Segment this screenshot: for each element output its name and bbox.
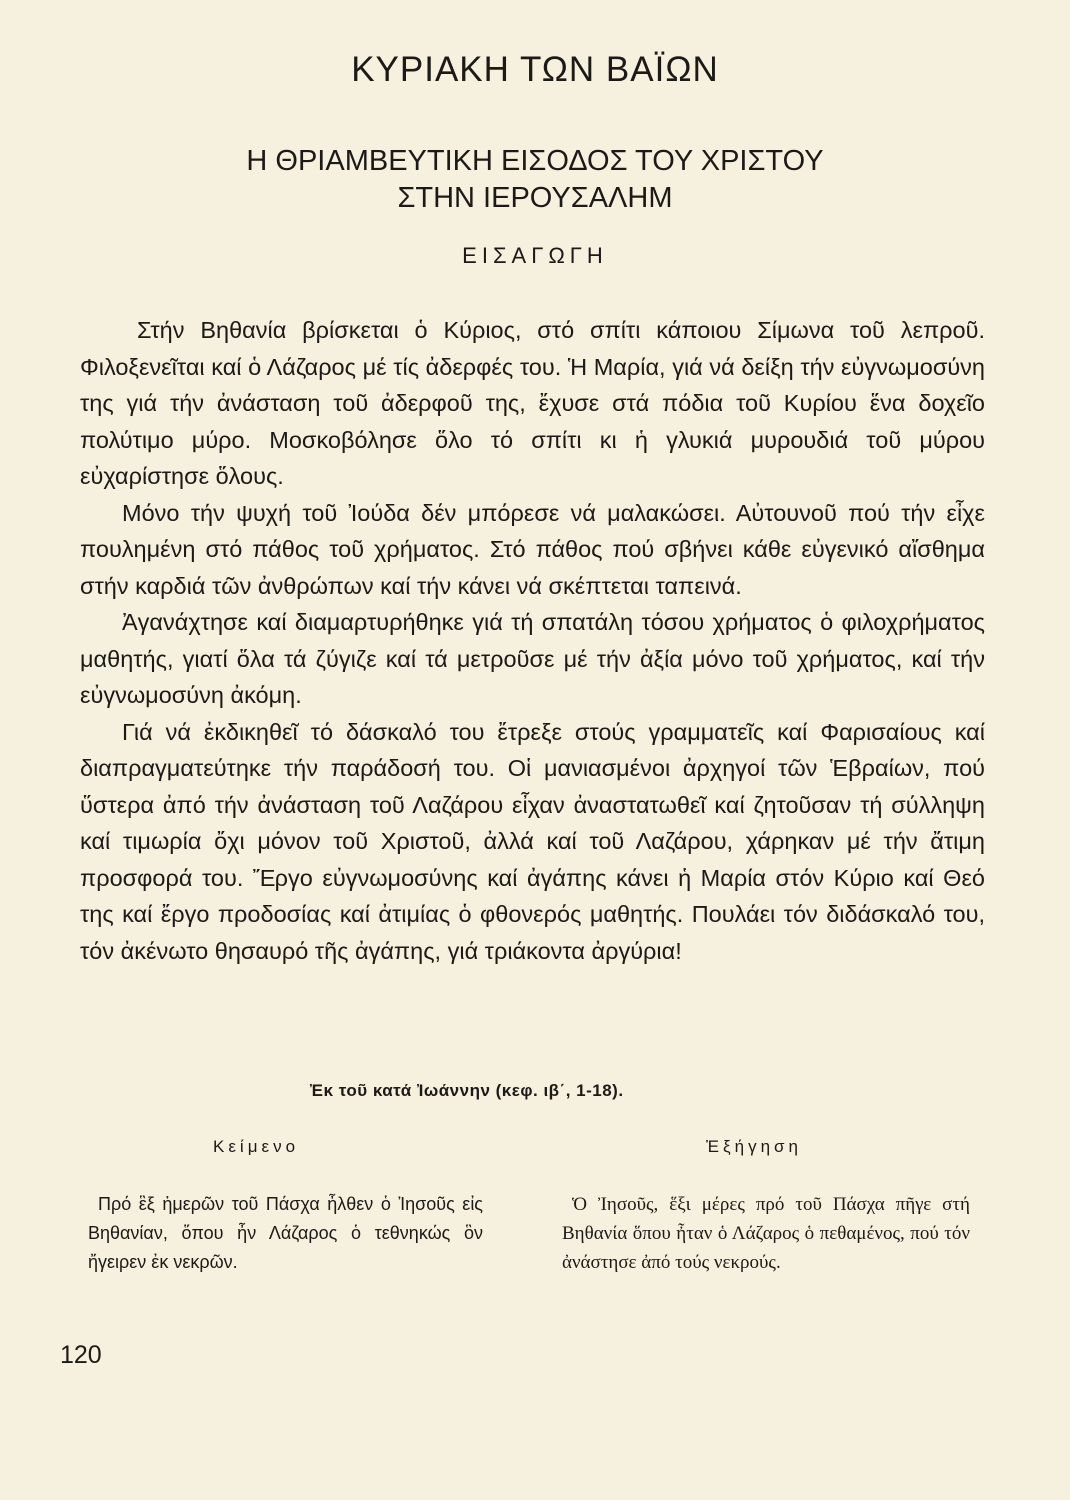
intro-text <box>80 312 985 969</box>
explanation-column-heading: Ἐξήγηση <box>706 1137 802 1156</box>
subtitle-line-2: ΣΤΗΝ ΙΕΡΟΥΣΑΛΗΜ <box>397 182 673 214</box>
intro-paragraph-4: Γιά νά ἐκδικηθεῖ τό δάσκαλό του ἔτρεξε στούς γραμματεῖς καί Φαρισαίους καί διαπραγματεύτηκε τήν παράδοσή του. Οἱ μανιασμένοι ἀρχηγοί τῶν Ἑβραίων, πού ὕστερα ἀπό τήν ἀνάσταση τοῦ Λαζάρου εἶχαν ἀναστατωθεῖ καί ζητοῦσαν τή σύλληψη καί τιμωρία ὄχι μόνον τοῦ Χριστοῦ, ἀλλά καί τοῦ Λαζάρου, χάρηκαν μέ τήν ἄτιμη προσφορά του. Ἔργο εὐγνωμοσύνης καί ἀγάπης κάνει ἡ Μαρία στόν Κύριο καί Θεό της καί ἔργο προδοσίας καί ἀτιμίας ὁ φθονερός μαθητής. Πουλάει τόν διδάσκαλό του, τόν ἀκένωτο θησαυρό τῆς ἀγάπης, γιά τριάκοντα ἀργύρια! <box>80 718 985 964</box>
subtitle <box>0 143 1070 217</box>
explanation-column <box>562 1190 970 1277</box>
text-column-heading: Κείμενο <box>213 1137 300 1156</box>
page-number: 120 <box>60 1341 102 1369</box>
intro-paragraph-1: Στήν Βηθανία βρίσκεται ὁ Κύριος, στό σπίτι κάποιου Σίμωνα τοῦ λεπροῦ. Φιλοξενεῖται καί ὁ Λάζαρος μέ τίς ἀδερφές του. Ἡ Μαρία, γιά νά δείξη τήν εὐγνωμοσύνη της γιά τήν ἀνάσταση τοῦ ἀδερφοῦ της, ἔχυσε στά πόδια τοῦ Κυρίου ἕνα δοχεῖο πολύτιμο μύρο. Μοσκοβόλησε ὅλο τό σπίτι κι ἡ γλυκιά μυρουδιά τοῦ μύρου εὐχαρίστησε ὅλους. <box>80 317 985 489</box>
original-text: Πρό ἓξ ἡμερῶν τοῦ Πάσχα ἦλθεν ὁ Ἰησοῦς εἰς Βηθανίαν, ὅπου ἦν Λάζαρος ὁ τεθνηκώς ὃν ἤγειρεν ἐκ νεκρῶν. <box>88 1194 483 1272</box>
intro-paragraph-3: Ἀγανάχτησε καί διαμαρτυρήθηκε γιά τή σπατάλη τόσου χρήματος ὁ φιλοχρήματος μαθητής, γιατί ὅλα τά ζύγιζε καί τά μετροῦσε μέ τήν ἀξία μόνο τοῦ χρήματος, καί τήν εὐγνωμοσύνη ἀκόμη. <box>80 609 985 708</box>
original-text-column <box>88 1190 483 1277</box>
scripture-source: Ἐκ τοῦ κατά Ἰωάννην (κεφ. ιβ΄, 1-18). <box>310 1081 624 1100</box>
subtitle-line-1: Η ΘΡΙΑΜΒΕΥΤΙΚΗ ΕΙΣΟΔΟΣ ΤΟΥ ΧΡΙΣΤΟΥ <box>246 145 824 177</box>
intro-heading: ΕΙΣΑΓΩΓΗ <box>462 243 608 268</box>
page-title: ΚΥΡΙΑΚΗ ΤΩΝ ΒΑΪΩΝ <box>351 50 719 89</box>
intro-paragraph-2: Μόνο τήν ψυχή τοῦ Ἰούδα δέν μπόρεσε νά μαλακώσει. Αὐτουνοῦ πού τήν εἶχε πουλημένη στό πάθος τοῦ χρήματος. Στό πάθος πού σβήνει κάθε εὐγενικό αἴσθημα στήν καρδιά τῶν ἀνθρώπων καί τήν κάνει νά σκέπτεται ταπεινά. <box>80 499 985 599</box>
explanation-text: Ὁ Ἰησοῦς, ἕξι μέρες πρό τοῦ Πάσχα πῆγε στή Βηθανία ὅπου ἦταν ὁ Λάζαρος ὁ πεθαμένος, πού τόν ἀνάστησε ἀπό τούς νεκρούς. <box>562 1194 970 1273</box>
